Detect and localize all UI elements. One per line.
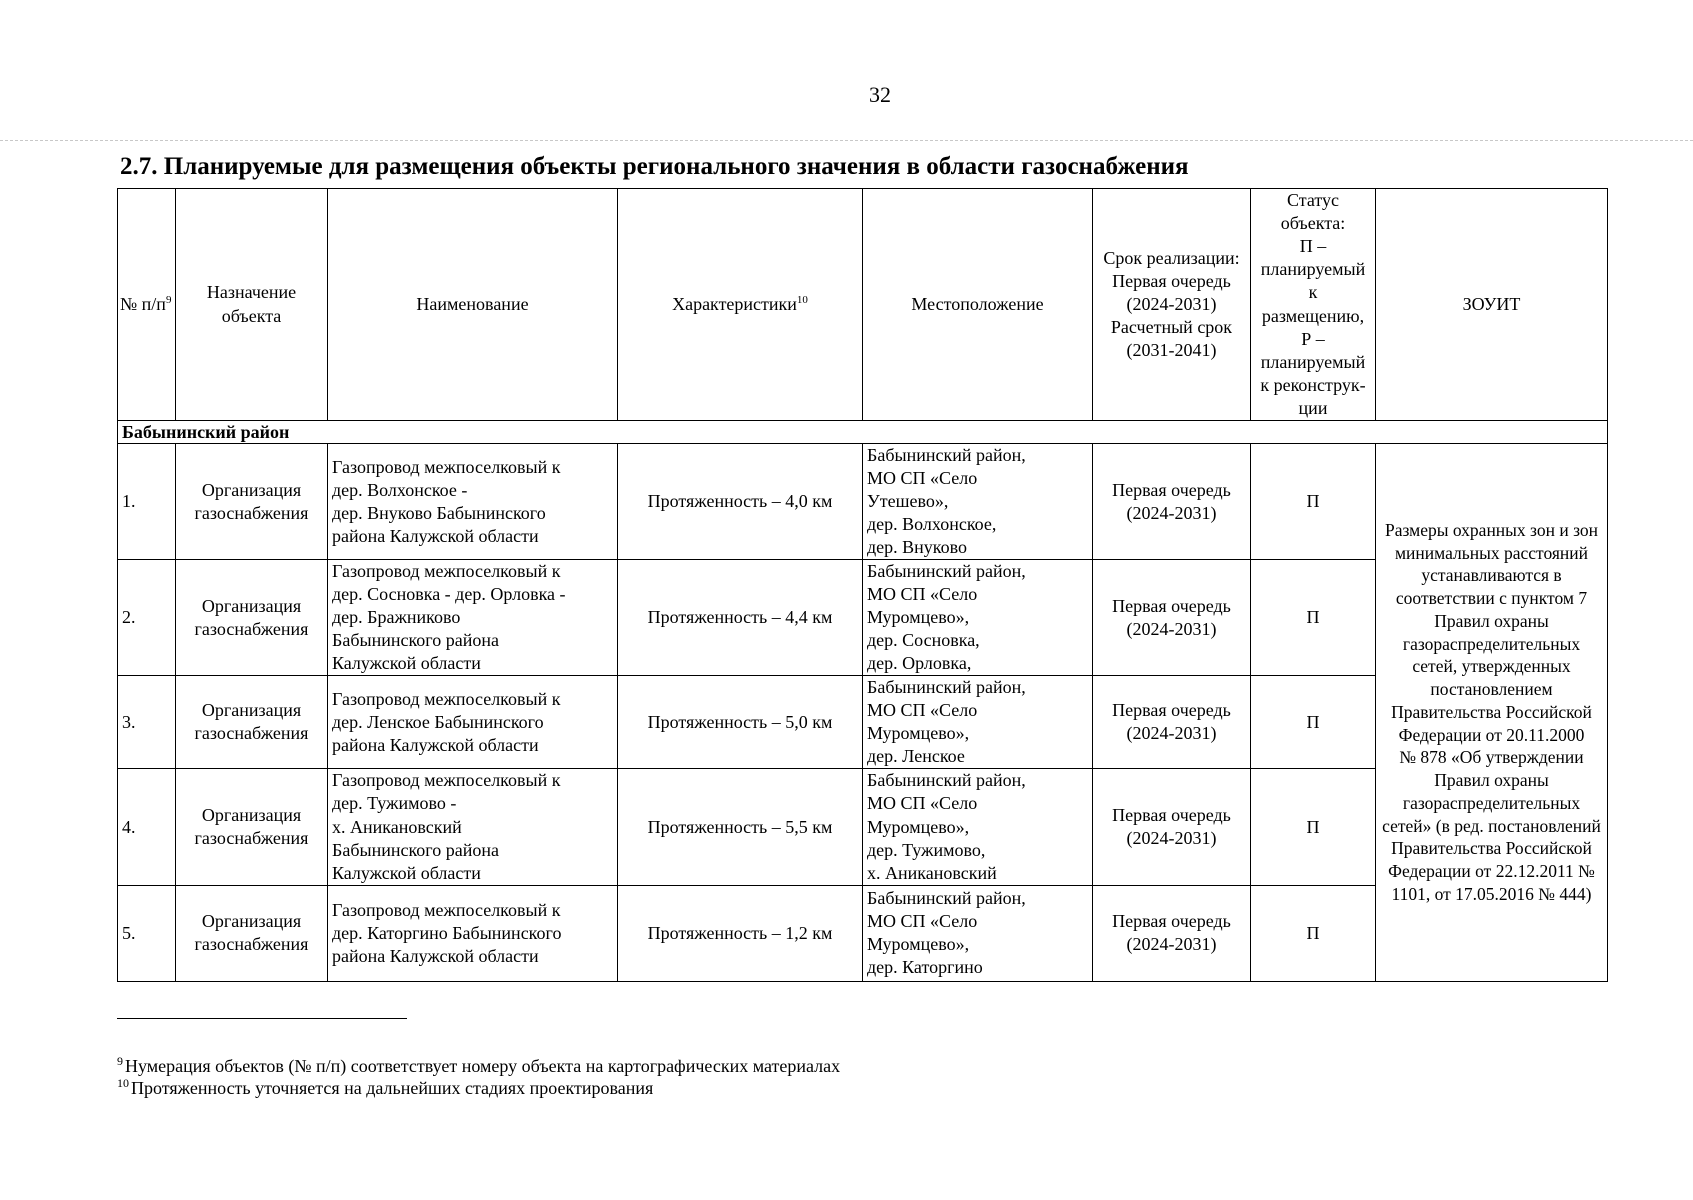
table-header-row — [118, 189, 1608, 421]
cell-status: П — [1251, 676, 1376, 769]
cell-name: Газопровод межпоселковый к дер. Тужимово - х. Аникановский Бабынинского района Калужской области — [328, 769, 618, 885]
cell-term: Первая очередь (2024-2031) — [1093, 676, 1251, 769]
header-zouit: ЗОУИТ — [1376, 189, 1608, 421]
table-row — [118, 444, 1608, 560]
cell-name: Газопровод межпоселковый к дер. Каторгино Бабынинского района Калужской области — [328, 885, 618, 981]
cell-characteristics: Протяженность – 5,5 км — [618, 769, 863, 885]
cell-characteristics: Протяженность – 1,2 км — [618, 885, 863, 981]
cell-status: П — [1251, 560, 1376, 676]
gas-supply-objects-table — [117, 188, 1608, 982]
page-number: 32 — [869, 82, 891, 107]
header-purpose: Назначение объекта — [176, 189, 328, 421]
cell-purpose: Организация газоснабжения — [176, 885, 328, 981]
cell-characteristics: Протяженность – 5,0 км — [618, 676, 863, 769]
cell-location: Бабынинский район, МО СП «Село Муромцево», дер. Тужимово, х. Аникановский — [863, 769, 1093, 885]
cell-status: П — [1251, 769, 1376, 885]
cell-num: 4. — [118, 769, 176, 885]
header-term: Срок реализации: Первая очередь (2024-2031) Расчетный срок (2031-2041) — [1093, 189, 1251, 421]
cell-term: Первая очередь (2024-2031) — [1093, 769, 1251, 885]
cell-name: Газопровод межпоселковый к дер. Волхонское - дер. Внуково Бабынинского района Калужской области — [328, 444, 618, 560]
cell-name: Газопровод межпоселковый к дер. Ленское Бабынинского района Калужской области — [328, 676, 618, 769]
cell-term: Первая очередь (2024-2031) — [1093, 885, 1251, 981]
cell-location: Бабынинский район, МО СП «Село Утешево», дер. Волхонское, дер. Внуково — [863, 444, 1093, 560]
cell-location: Бабынинский район, МО СП «Село Муромцево», дер. Сосновка, дер. Орловка, — [863, 560, 1093, 676]
footnote-10: $^{10}$ Протяженность уточняется на дальнейших стадиях проектирования — [117, 1076, 654, 1098]
cell-characteristics: Протяженность – 4,0 км — [618, 444, 863, 560]
cell-term: Первая очередь (2024-2031) — [1093, 560, 1251, 676]
scan-artifact-line — [0, 140, 1693, 141]
footnote-9: $^9$ Нумерация объектов (№ п/п) соответствует номеру объекта на картографических материалах — [117, 1054, 841, 1076]
cell-characteristics: Протяженность – 4,4 км — [618, 560, 863, 676]
cell-purpose: Организация газоснабжения — [176, 676, 328, 769]
cell-status: П — [1251, 885, 1376, 981]
region-row — [118, 421, 1608, 444]
header-status: Статус объекта: П – планируемый к размещению, Р – планируемый к реконструк- ции — [1251, 189, 1376, 421]
header-location: Местоположение — [863, 189, 1093, 421]
cell-term: Первая очередь (2024-2031) — [1093, 444, 1251, 560]
cell-num: 2. — [118, 560, 176, 676]
cell-num: 1. — [118, 444, 176, 560]
cell-name: Газопровод межпоселковый к дер. Сосновка - дер. Орловка - дер. Бражниково Бабынинского района Калужской области — [328, 560, 618, 676]
section-title: 2.7. Планируемые для размещения объекты регионального значения в области газоснабжения — [120, 153, 1189, 180]
cell-status: П — [1251, 444, 1376, 560]
cell-num: 5. — [118, 885, 176, 981]
footnote-separator — [117, 1018, 407, 1019]
header-name: Наименование — [328, 189, 618, 421]
region-name: Бабынинский район — [118, 421, 1608, 444]
cell-location: Бабынинский район, МО СП «Село Муромцево», дер. Ленское — [863, 676, 1093, 769]
cell-location: Бабынинский район, МО СП «Село Муромцево», дер. Каторгино — [863, 885, 1093, 981]
header-num: № $п/п^9$ — [118, 189, 176, 421]
cell-purpose: Организация газоснабжения — [176, 769, 328, 885]
cell-purpose: Организация газоснабжения — [176, 560, 328, 676]
header-characteristics: Характеристики$^{10}$ — [618, 189, 863, 421]
cell-zouit: Размеры охранных зон и зон минимальных расстояний устанавливаются в соответствии с пунктом 7 Правил охраны газораспределительных сетей, утвержденных постановлением Правительства Российской Федерации от 20.11.2000 № 878 «Об утверждении Правил охраны газораспределительных сетей» (в ред. постановлений Правительства Российской Федерации от 22.12.2011 № 1101, от 17.05.2016 № 444) — [1376, 444, 1608, 982]
cell-purpose: Организация газоснабжения — [176, 444, 328, 560]
cell-num: 3. — [118, 676, 176, 769]
